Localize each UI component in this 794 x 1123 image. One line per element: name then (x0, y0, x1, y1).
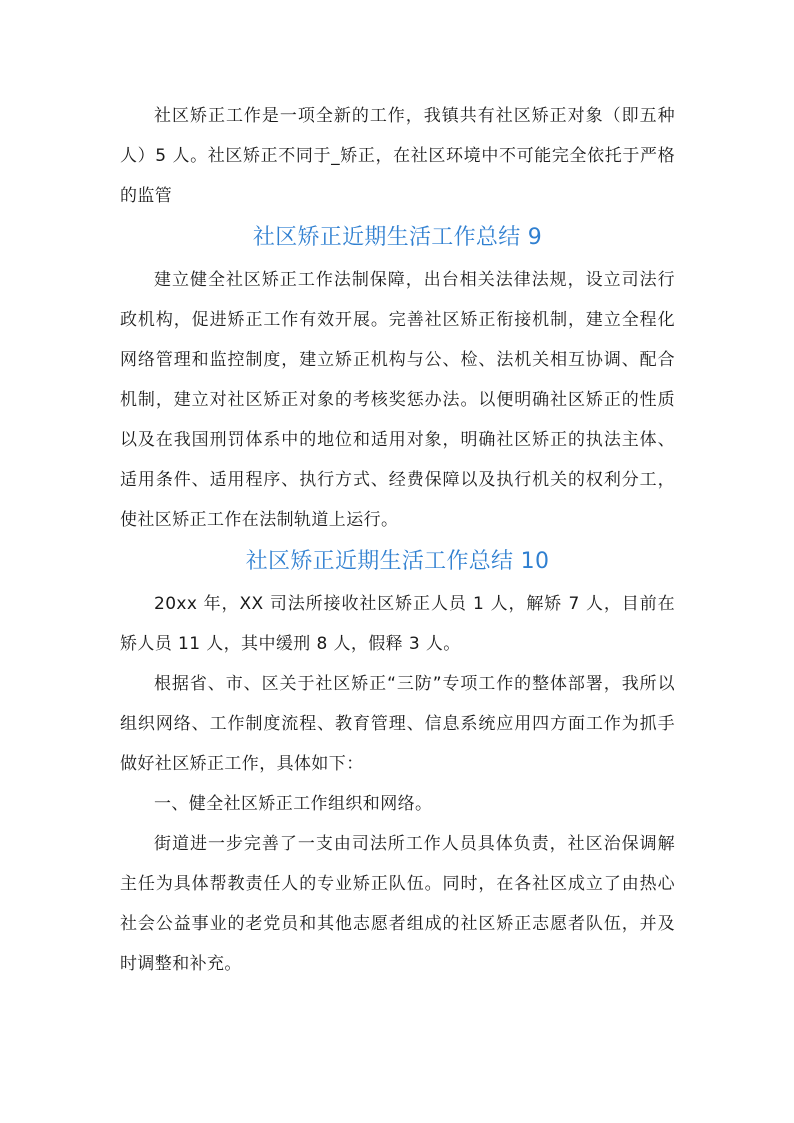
document-body (120, 96, 675, 984)
section-10-heading: 社区矫正近期生活工作总结 10 (245, 549, 550, 574)
intro-paragraph: 社区矫正工作是一项全新的工作，我镇共有社区矫正对象（即五种人）5 人。社区矫正不同于_矫正，在社区环境中不可能完全依托于严格的监管 (120, 106, 675, 206)
section-10-paragraph-deployment: 根据省、市、区关于社区矫正“三防”专项工作的整体部署，我所以组织网络、工作制度流程、教育管理、信息系统应用四方面工作为抓手做好社区矫正工作，具体如下： (120, 674, 675, 774)
section-10-paragraph-item-one: 一、健全社区矫正工作组织和网络。 (154, 794, 433, 814)
section-10-paragraph-statistics: 20xx 年，XX 司法所接收社区矫正人员 1 人，解矫 7 人，目前在矫人员 11 人，其中缓刑 8 人，假释 3 人。 (120, 594, 675, 654)
section-10-paragraph-team: 街道进一步完善了一支由司法所工作人员具体负责，社区治保调解主任为具体帮教责任人的专业矫正队伍。同时，在各社区成立了由热心社会公益事业的老党员和其他志愿者组成的社区矫正志愿者队伍，并及时调整和补充。 (120, 834, 675, 974)
section-9-heading: 社区矫正近期生活工作总结 9 (252, 225, 543, 250)
section-9-paragraph: 建立健全社区矫正工作法制保障，出台相关法律法规，设立司法行政机构，促进矫正工作有效开展。完善社区矫正衔接机制，建立全程化网络管理和监控制度，建立矫正机构与公、检、法机关相互协调、配合机制，建立对社区矫正对象的考核奖惩办法。以便明确社区矫正的性质以及在我国刑罚体系中的地位和适用对象，明确社区矫正的执法主体、适用条件、适用程序、执行方式、经费保障以及执行机关的权利分工，使社区矫正工作在法制轨道上运行。 (120, 270, 675, 530)
